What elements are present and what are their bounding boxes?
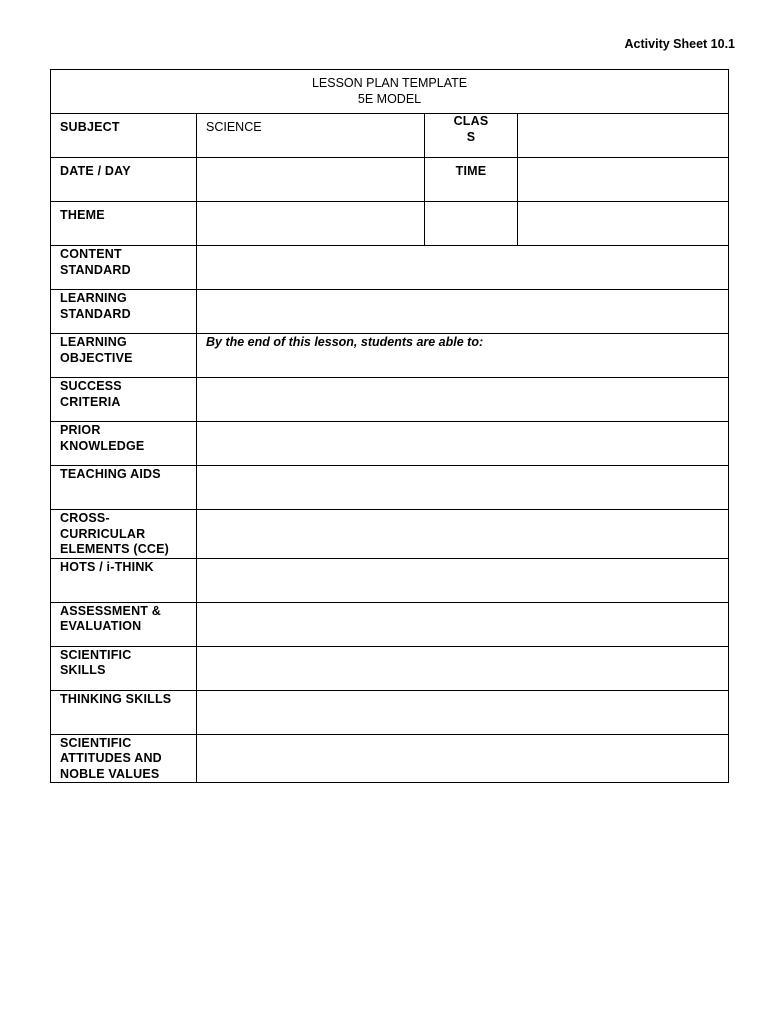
lesson-plan-rows: [51, 246, 729, 783]
scientific-attitudes-noble-values-value[interactable]: [197, 734, 729, 783]
subject-label: SUBJECT: [51, 114, 197, 158]
cross-curricular-elements-label: CROSS- CURRICULAR ELEMENTS (CCE): [51, 510, 197, 559]
activity-sheet-label: Activity Sheet 10.1: [624, 37, 735, 51]
theme-extra-value[interactable]: [518, 202, 729, 246]
table-row: [51, 602, 729, 646]
time-value[interactable]: [518, 158, 729, 202]
content-standard-label: CONTENT STANDARD: [51, 246, 197, 290]
table-row: [51, 290, 729, 334]
hots-i-think-label: HOTS / i-THINK: [51, 558, 197, 602]
title-line-2: 5E MODEL: [357, 91, 422, 106]
table-row: [51, 378, 729, 422]
success-criteria-label: SUCCESS CRITERIA: [51, 378, 197, 422]
table-row: [51, 466, 729, 510]
success-criteria-value[interactable]: [197, 378, 729, 422]
scientific-skills-value[interactable]: [197, 646, 729, 690]
content-standard-value[interactable]: [197, 246, 729, 290]
lesson-plan-table: [50, 69, 729, 783]
assessment-evaluation-label: ASSESSMENT & EVALUATION: [51, 602, 197, 646]
learning-standard-label: LEARNING STANDARD: [51, 290, 197, 334]
theme-label: THEME: [51, 202, 197, 246]
learning-objective-value[interactable]: By the end of this lesson, students are able to:: [197, 334, 729, 378]
thinking-skills-value[interactable]: [197, 690, 729, 734]
theme-value[interactable]: [197, 202, 425, 246]
table-row: [51, 734, 729, 783]
thinking-skills-label: THINKING SKILLS: [51, 690, 197, 734]
table-row: [51, 422, 729, 466]
table-row: [51, 510, 729, 559]
time-label: TIME: [425, 158, 518, 202]
table-row: [51, 558, 729, 602]
teaching-aids-value[interactable]: [197, 466, 729, 510]
prior-knowledge-label: PRIOR KNOWLEDGE: [51, 422, 197, 466]
title-line-1: LESSON PLAN TEMPLATE: [311, 76, 468, 90]
date-day-label: DATE / DAY: [51, 158, 197, 202]
teaching-aids-label: TEACHING AIDS: [51, 466, 197, 510]
table-row: [51, 246, 729, 290]
date-day-value[interactable]: [197, 158, 425, 202]
class-value[interactable]: [518, 114, 729, 158]
table-row: [51, 690, 729, 734]
class-label: CLAS S: [425, 114, 518, 158]
table-row: [51, 646, 729, 690]
prior-knowledge-value[interactable]: [197, 422, 729, 466]
table-row: [51, 334, 729, 378]
table-title: [51, 70, 729, 114]
hots-i-think-value[interactable]: [197, 558, 729, 602]
assessment-evaluation-value[interactable]: [197, 602, 729, 646]
learning-objective-label: LEARNING OBJECTIVE: [51, 334, 197, 378]
scientific-skills-label: SCIENTIFIC SKILLS: [51, 646, 197, 690]
theme-extra-cell[interactable]: [425, 202, 518, 246]
cross-curricular-elements-value[interactable]: [197, 510, 729, 559]
subject-value[interactable]: SCIENCE: [197, 114, 425, 158]
learning-standard-value[interactable]: [197, 290, 729, 334]
scientific-attitudes-noble-values-label: SCIENTIFIC ATTITUDES AND NOBLE VALUES: [51, 734, 197, 783]
